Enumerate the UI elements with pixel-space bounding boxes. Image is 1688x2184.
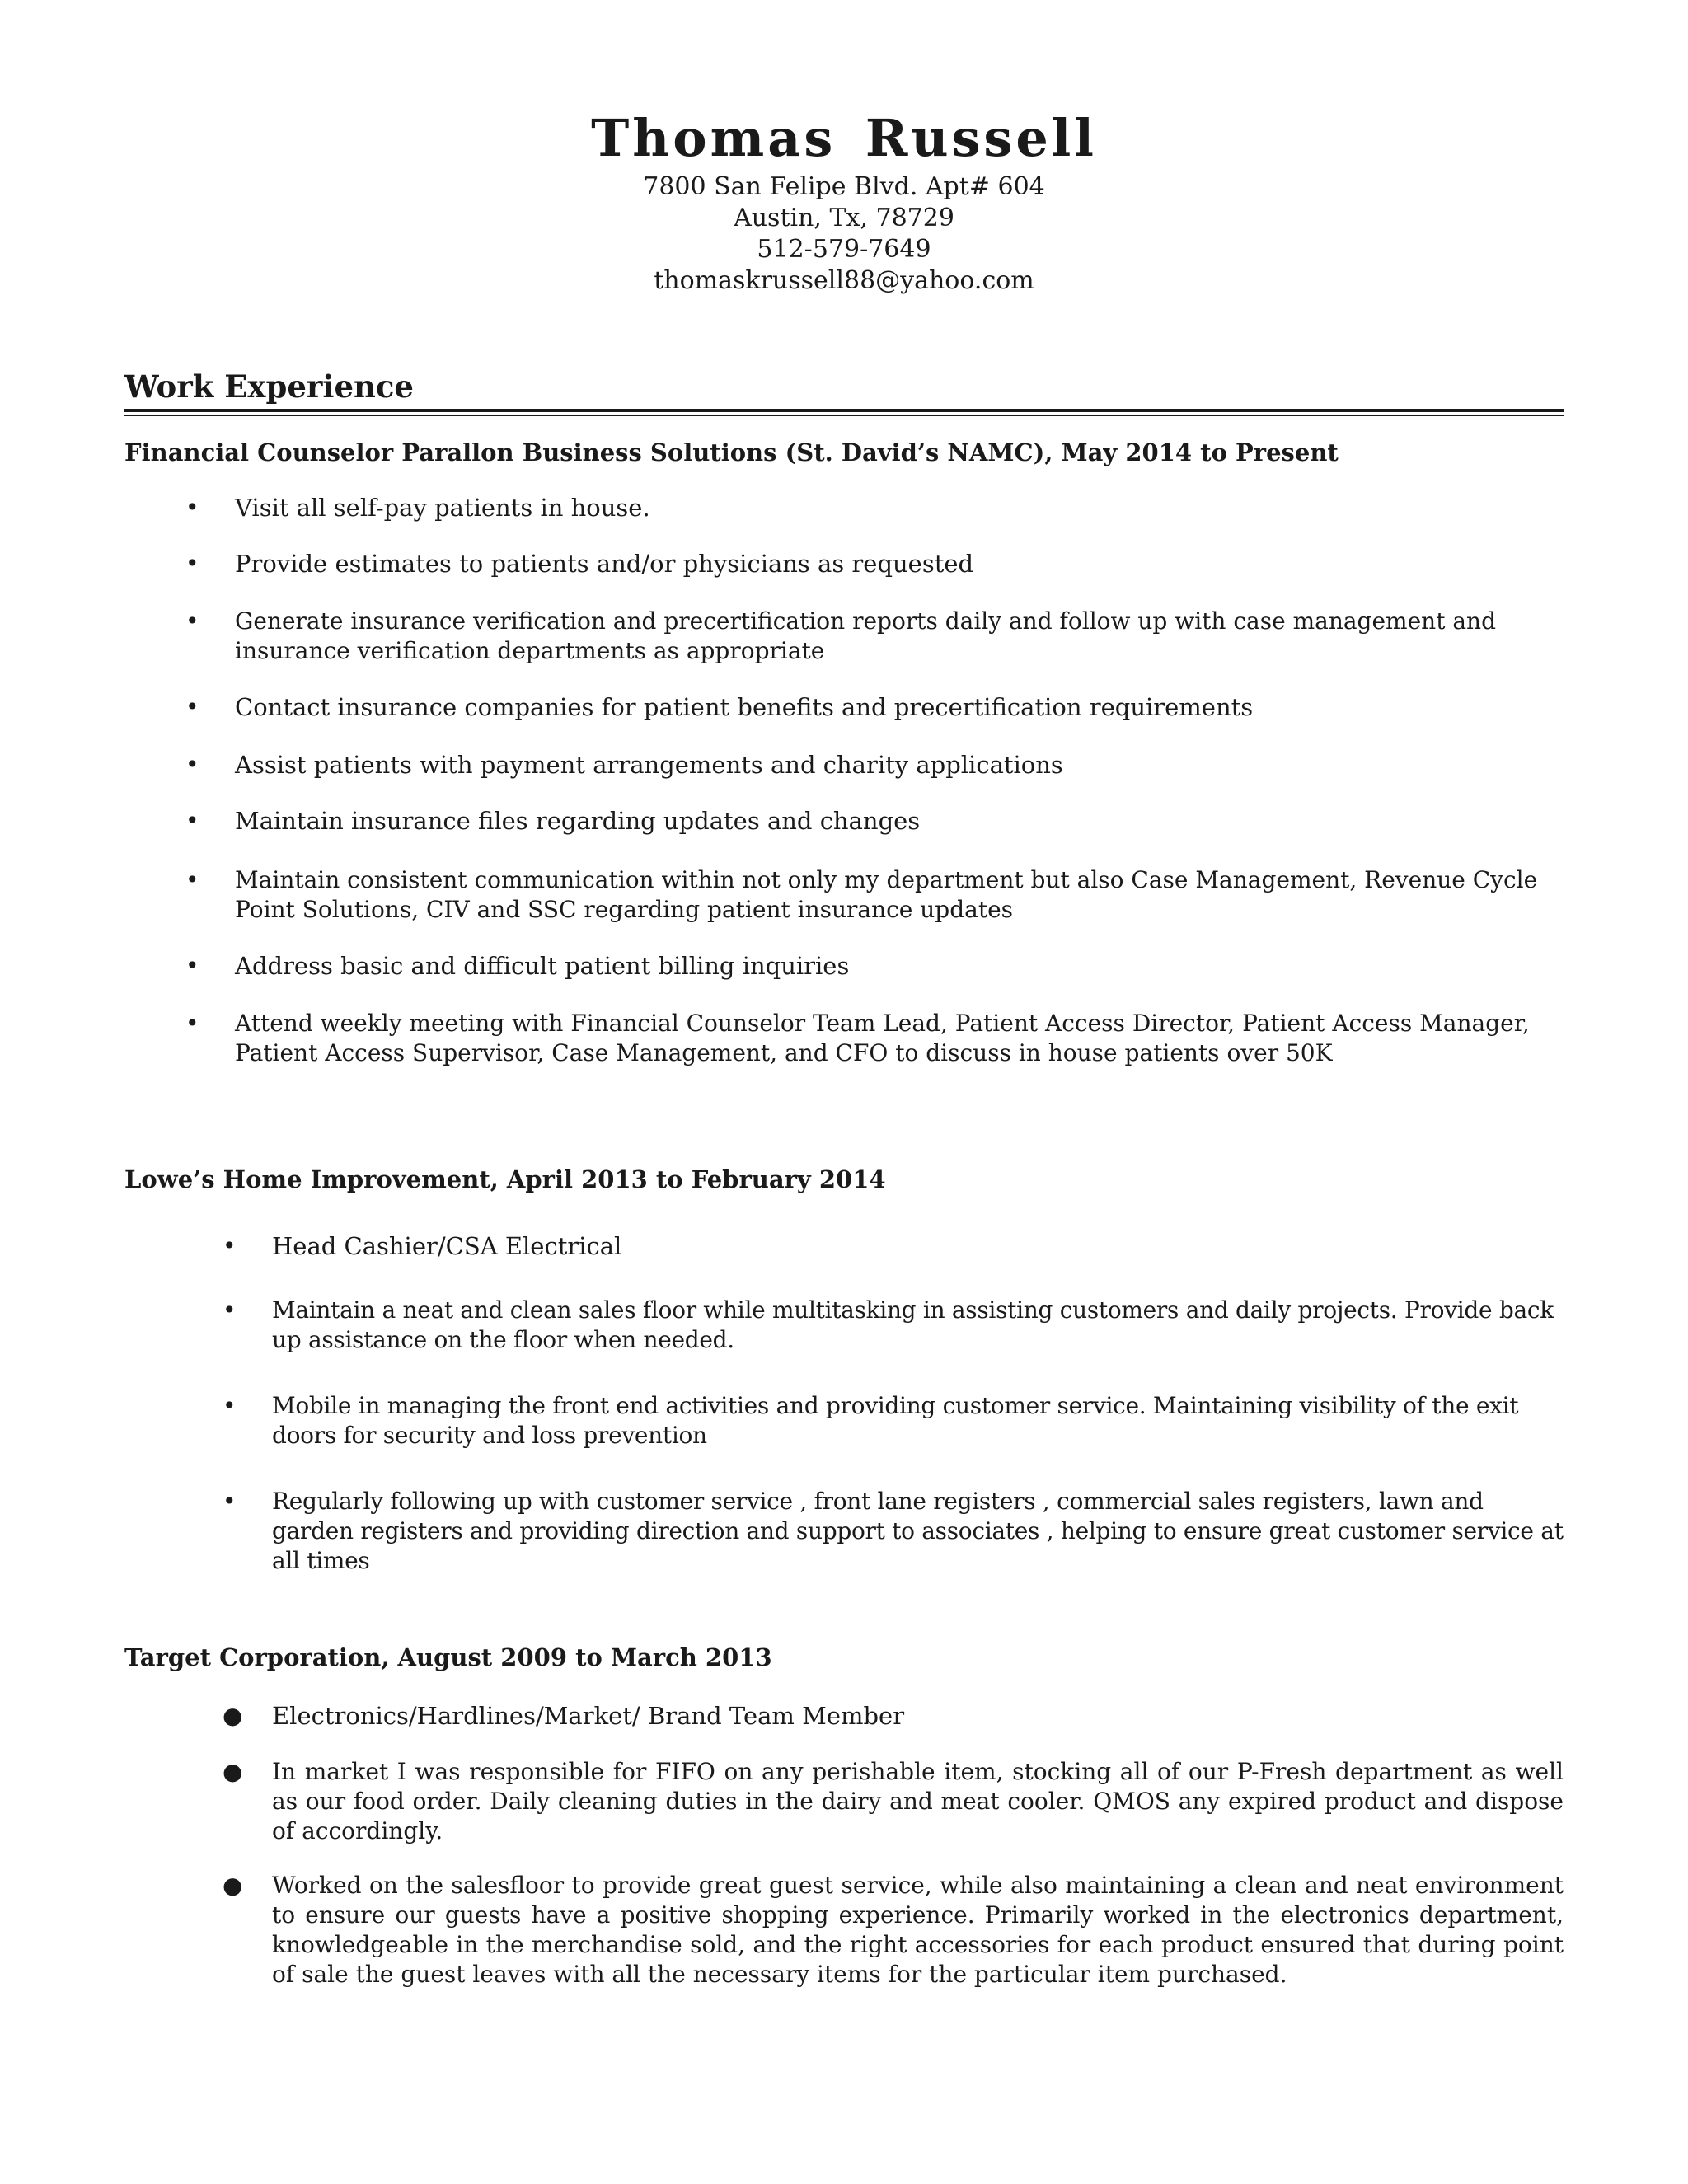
address-line-2: Austin, Tx, 78729 xyxy=(734,204,954,232)
bullet-icon: • xyxy=(185,866,199,893)
bullet-icon: • xyxy=(185,494,199,521)
job-title-parallon: Financial Counselor Parallon Business Solutions (St. David’s NAMC), May 2014 to Present xyxy=(124,438,1339,466)
bullet-icon: ● xyxy=(223,1702,243,1729)
list-item: • Head Cashier/CSA Electrical xyxy=(223,1232,622,1260)
list-item: • Regularly following up with customer service , front lane registers , commercial sales registers, lawn and garden registers and providing direction and support to associates , helping to ensure great customer service at all times xyxy=(223,1488,1564,1574)
list-item: • Maintain a neat and clean sales floor while multitasking in assisting customers and daily projects. Provide back up assistance on the floor when needed. xyxy=(223,1296,1554,1353)
list-item: ● In market I was responsible for FIFO on any perishable item, stocking all of our P-Fresh department as well as our food order. Daily cleaning duties in the dairy and meat cooler. QMOS any expired product and dispose of accordingly. xyxy=(223,1758,1564,1844)
list-item: • Maintain consistent communication within not only my department but also Case Management, Revenue Cycle Point Solutions, CIV and SSC regarding patient insurance updates xyxy=(185,866,1538,923)
bullet-icon: • xyxy=(185,550,199,577)
list-item: • Address basic and difficult patient billing inquiries xyxy=(185,952,850,980)
list-item: • Generate insurance verification and precertification reports daily and follow up with case management and insurance verification departments as appropriate xyxy=(185,607,1496,664)
email-address: thomaskrussell88@yahoo.com xyxy=(654,266,1034,295)
section-title-work-experience: Work Experience xyxy=(124,368,414,405)
list-item: ● Worked on the salesfloor to provide great guest service, while also maintaining a clean and neat environment to ensure our guests have a positive shopping experience. Primarily worked in the electronics department, knowledgeable in the merchandise sold, and the right accessories for each product ensured that during point of sale the guest leaves with all the necessary items for the particular item purchased. xyxy=(223,1872,1564,1988)
list-item: • Provide estimates to patients and/or physicians as requested xyxy=(185,550,974,578)
bullet-icon: • xyxy=(223,1296,237,1324)
bullet-icon: ● xyxy=(223,1872,243,1899)
bullet-icon: ● xyxy=(223,1758,243,1785)
bullet-icon: • xyxy=(185,607,199,635)
job-title-lowes: Lowe’s Home Improvement, April 2013 to February 2014 xyxy=(124,1165,886,1193)
resume-header xyxy=(0,105,1688,297)
address-line-1: 7800 San Felipe Blvd. Apt# 604 xyxy=(643,172,1045,201)
bullet-icon: • xyxy=(223,1488,237,1515)
list-item: • Maintain insurance files regarding updates and changes xyxy=(185,807,921,835)
section-rule-thick xyxy=(124,409,1564,412)
bullet-icon: • xyxy=(185,952,199,979)
bullet-icon: • xyxy=(223,1392,237,1419)
bullet-icon: • xyxy=(185,693,199,720)
list-item: ● Electronics/Hardlines/Market/ Brand Team Member xyxy=(223,1702,905,1730)
phone-number: 512-579-7649 xyxy=(757,235,931,264)
list-item: • Attend weekly meeting with Financial Counselor Team Lead, Patient Access Director, Patient Access Manager, Patient Access Supervisor, Case Management, and CFO to discuss in house patients over 50K xyxy=(185,1010,1530,1066)
bullet-icon: • xyxy=(185,751,199,778)
list-item: • Mobile in managing the front end activities and providing customer service. Maintaining visibility of the exit doors for security and loss prevention xyxy=(223,1392,1519,1449)
section-rule-thin xyxy=(124,415,1564,416)
bullet-icon: • xyxy=(223,1232,237,1259)
job-title-target: Target Corporation, August 2009 to March 2013 xyxy=(124,1643,772,1671)
list-item: • Visit all self-pay patients in house. xyxy=(185,494,650,522)
bullet-icon: • xyxy=(185,807,199,834)
applicant-name: Thomas Russell xyxy=(591,108,1097,168)
list-item: • Contact insurance companies for patient benefits and precertification requirements xyxy=(185,693,1254,721)
bullet-icon: • xyxy=(185,1010,199,1037)
list-item: • Assist patients with payment arrangements and charity applications xyxy=(185,751,1063,779)
